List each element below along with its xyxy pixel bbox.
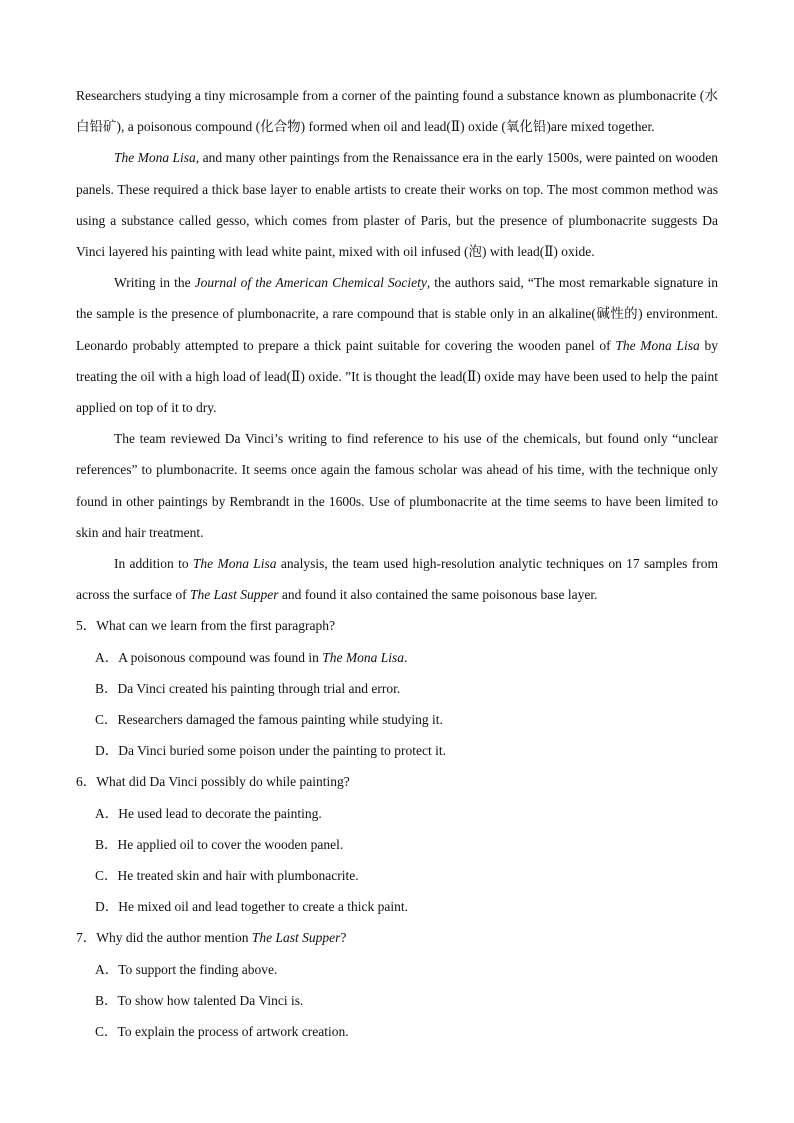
document-content bbox=[76, 80, 718, 1047]
paragraph-text: Researchers studying a tiny microsample from a corner of the painting found a substance known as plumbonacrite (水白铅矿), a poisonous compound (化合物) formed when oil and lead(Ⅱ) oxide (氧化铅)are mixed together. bbox=[76, 88, 718, 135]
option-letter: A． bbox=[95, 805, 119, 821]
passage-paragraph-3 bbox=[76, 267, 718, 423]
question-6-option-d[interactable] bbox=[76, 891, 718, 922]
question-5-option-a[interactable] bbox=[76, 642, 718, 673]
passage-paragraph-1 bbox=[76, 80, 718, 142]
option-text: Researchers damaged the famous painting while studying it. bbox=[117, 712, 443, 728]
question-5-option-d[interactable] bbox=[76, 735, 718, 766]
question-5-option-c[interactable] bbox=[76, 704, 718, 735]
question-6-option-c[interactable] bbox=[76, 860, 718, 891]
option-text: . bbox=[404, 649, 408, 665]
question-6-option-a[interactable] bbox=[76, 798, 718, 829]
option-letter: D． bbox=[95, 743, 119, 759]
paragraph-text: by treating the oil with a high load of lead(Ⅱ) oxide. ”It is thought the lead(Ⅱ) oxide may have been used to help the paint applied on top of it to dry. bbox=[76, 337, 718, 416]
question-7 bbox=[76, 922, 718, 953]
option-letter: C． bbox=[95, 712, 118, 728]
question-5-option-b[interactable] bbox=[76, 673, 718, 704]
question-number: 6． bbox=[76, 774, 97, 790]
option-text: He mixed oil and lead together to create a thick paint. bbox=[118, 899, 409, 915]
paragraph-text: The team reviewed Da Vinci’s writing to find reference to his use of the chemicals, but found only “unclear references” to plumbonacrite. It seems once again the famous scholar was ahead of his time, with the technique only found in other paintings by Rembrandt in the 1600s. Use of plumbonacrite at the time seems to have been limited to skin and hair treatment. bbox=[76, 431, 718, 540]
painting-title: The Last Supper bbox=[251, 930, 341, 946]
passage-paragraph-5 bbox=[76, 548, 718, 610]
paragraph-text: In addition to bbox=[114, 556, 193, 572]
paragraph-text: Writing in the bbox=[114, 275, 195, 291]
paragraph-text: analysis, the team used high-resolution analytic techniques on 17 samples from across the surface of bbox=[76, 556, 718, 603]
painting-title: The Last Supper bbox=[189, 587, 279, 603]
passage-paragraph-4 bbox=[76, 423, 718, 548]
question-text: What did Da Vinci possibly do while painting? bbox=[96, 774, 350, 790]
painting-title: The Mona Lisa bbox=[192, 556, 277, 572]
journal-title: Journal of the American Chemical Society bbox=[194, 275, 427, 291]
option-letter: C． bbox=[95, 868, 118, 884]
question-7-option-c[interactable] bbox=[76, 1016, 718, 1047]
option-text: A poisonous compound was found in bbox=[118, 649, 323, 665]
paragraph-text: , and many other paintings from the Renaissance era in the early 1500s, were painted on wooden panels. These required a thick base layer to enable artists to create their works on top. The most common method was using a substance called gesso, which comes from plaster of Paris, but the presence of plumbonacrite suggests Da Vinci layered his painting with lead white paint, mixed with oil infused (泡) with lead(Ⅱ) oxide. bbox=[76, 150, 718, 260]
option-letter: D． bbox=[95, 899, 119, 915]
question-6 bbox=[76, 766, 718, 797]
painting-title: The Mona Lisa bbox=[114, 150, 196, 166]
option-text: He treated skin and hair with plumbonacrite. bbox=[117, 868, 359, 884]
question-7-option-b[interactable] bbox=[76, 985, 718, 1016]
question-6-option-b[interactable] bbox=[76, 829, 718, 860]
option-letter: A． bbox=[95, 649, 119, 665]
painting-title: The Mona Lisa bbox=[322, 649, 405, 665]
paragraph-text: , the authors said, “The most remarkable signature in the sample is the presence of plumbonacrite, a rare compound that is stable only in an alkaline(碱性的) environment. Leonardo probably attempted to prepare a thick paint suitable for covering the wooden panel of bbox=[76, 275, 718, 353]
option-text: He applied oil to cover the wooden panel. bbox=[117, 836, 344, 852]
option-text: To support the finding above. bbox=[118, 961, 278, 977]
option-text: To show how talented Da Vinci is. bbox=[117, 992, 304, 1008]
painting-title: The Mona Lisa bbox=[615, 337, 700, 353]
question-5 bbox=[76, 610, 718, 641]
option-letter: B． bbox=[95, 680, 118, 696]
option-text: Da Vinci buried some poison under the painting to protect it. bbox=[118, 743, 447, 759]
paragraph-text: and found it also contained the same poisonous base layer. bbox=[278, 587, 598, 603]
question-text: Why did the author mention bbox=[96, 930, 252, 946]
option-letter: B． bbox=[95, 992, 118, 1008]
option-text: He used lead to decorate the painting. bbox=[118, 805, 322, 821]
question-number: 7． bbox=[76, 930, 97, 946]
question-text: What can we learn from the first paragraph? bbox=[96, 618, 336, 634]
question-text: ? bbox=[340, 930, 347, 946]
question-7-option-a[interactable] bbox=[76, 954, 718, 985]
passage-paragraph-2 bbox=[76, 142, 718, 267]
option-text: To explain the process of artwork creation. bbox=[117, 1024, 349, 1040]
option-letter: A． bbox=[95, 961, 119, 977]
option-letter: B． bbox=[95, 836, 118, 852]
option-letter: C． bbox=[95, 1024, 118, 1040]
option-text: Da Vinci created his painting through trial and error. bbox=[117, 680, 401, 696]
question-number: 5． bbox=[76, 618, 97, 634]
